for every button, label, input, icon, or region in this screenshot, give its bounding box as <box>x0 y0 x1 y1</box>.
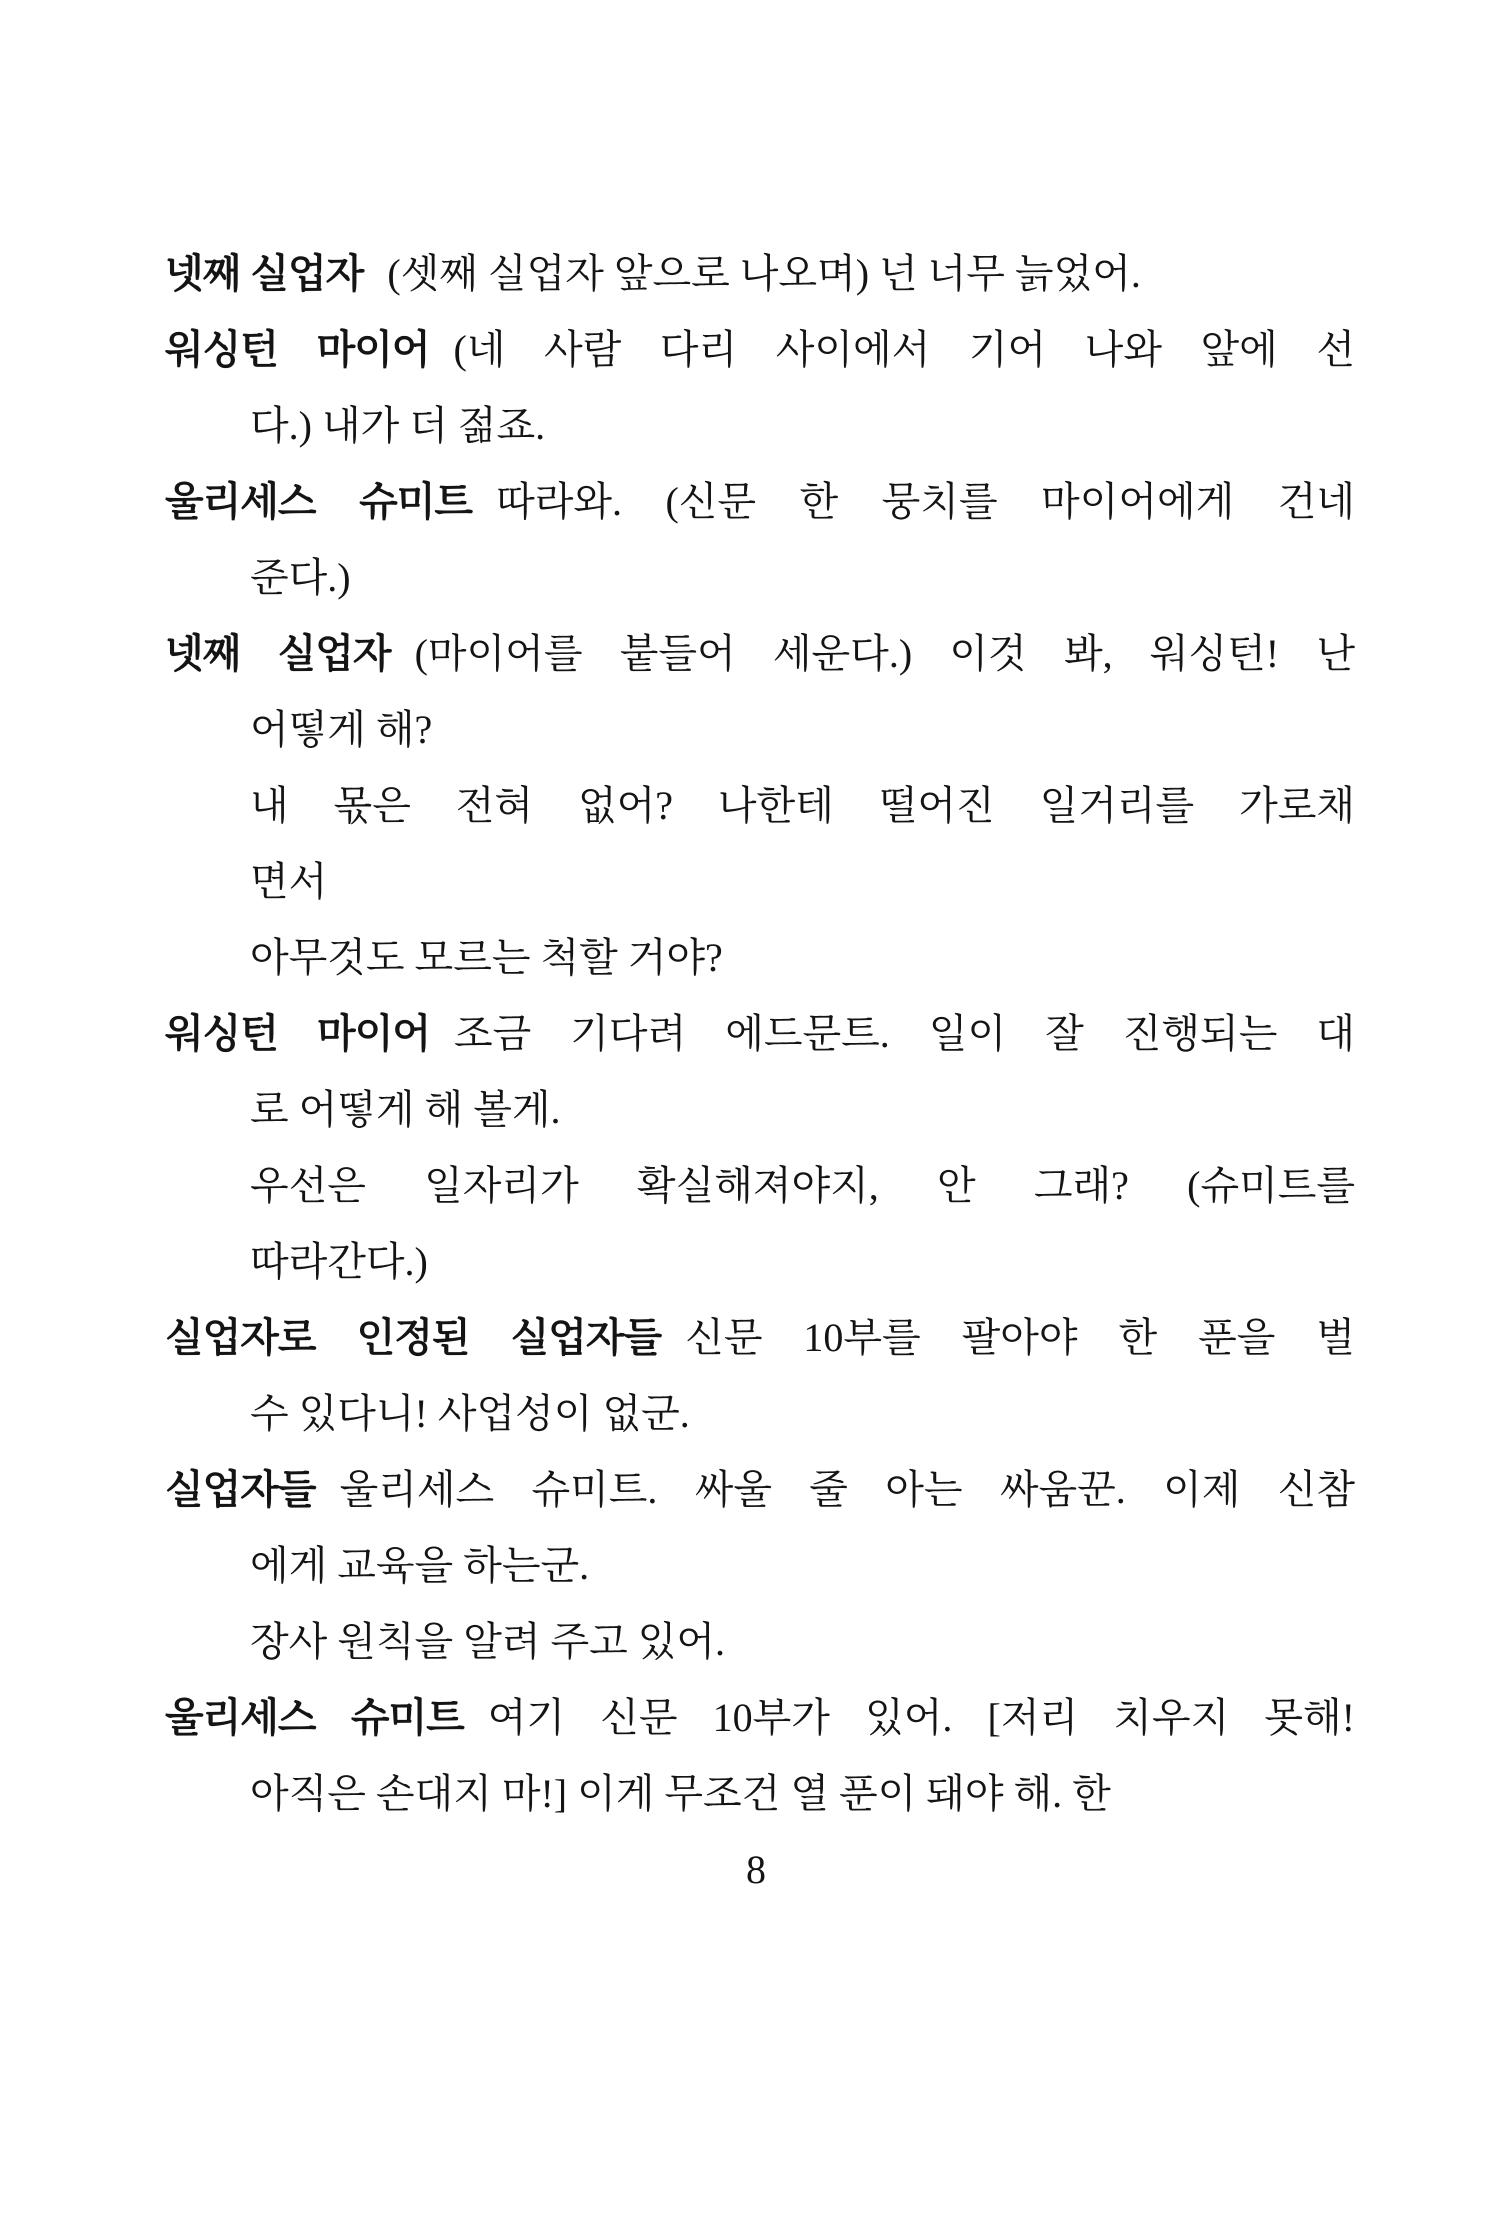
script-line <box>165 312 1355 388</box>
speaker-name: 워싱턴 마이어 <box>165 328 430 372</box>
dialogue-text: 면서 <box>250 859 328 904</box>
dialogue-text: 따라와. (신문 한 뭉치를 마이어에게 건네 <box>496 479 1356 524</box>
script-line <box>165 464 1355 540</box>
script-line <box>165 692 1355 768</box>
script-line <box>165 1376 1355 1452</box>
dialogue-text: (네 사람 다리 사이에서 기어 나와 앞에 선 <box>453 327 1355 372</box>
speaker-name: 실업자로 인정된 실업자들 <box>165 1316 662 1360</box>
dialogue-text: 다.) 내가 더 젊죠. <box>250 403 546 448</box>
speaker-name: 넷째 실업자 <box>165 632 391 676</box>
dialogue-text: 수 있다니! 사업성이 없군. <box>250 1391 690 1436</box>
dialogue-text: 우선은 일자리가 확실해져야지, 안 그래? (슈미트를 <box>250 1163 1355 1208</box>
script-line <box>165 1528 1355 1604</box>
dialogue-text: 준다.) <box>250 555 351 600</box>
script-line <box>165 388 1355 464</box>
script-line <box>165 1452 1355 1528</box>
script-line <box>165 1224 1355 1300</box>
script-line <box>165 1300 1355 1376</box>
script-line <box>165 616 1355 692</box>
dialogue-text: 여기 신문 10부가 있어. [저리 치우지 못해! <box>487 1695 1355 1740</box>
dialogue-text: (셋째 실업자 앞으로 나오며) 넌 너무 늙었어. <box>387 251 1141 296</box>
dialogue-text: 장사 원칙을 알려 주고 있어. <box>250 1619 726 1664</box>
dialogue-text: 어떻게 해? <box>250 707 433 752</box>
dialogue-text: 내 몫은 전혀 없어? 나한테 떨어진 일거리를 가로채 <box>250 783 1355 828</box>
speaker-name: 울리세스 슈미트 <box>165 1696 464 1740</box>
dialogue-text: 따라간다.) <box>250 1239 428 1284</box>
speaker-name: 울리세스 슈미트 <box>165 480 473 524</box>
dialogue-text: (마이어를 붙들어 세운다.) 이것 봐, 워싱턴! 난 <box>414 631 1355 676</box>
script-line <box>165 1604 1355 1680</box>
speaker-name: 넷째 실업자 <box>165 252 364 296</box>
script-line <box>165 996 1355 1072</box>
script-line <box>165 1072 1355 1148</box>
script-line <box>165 768 1355 844</box>
script-line <box>165 1148 1355 1224</box>
script-body <box>165 236 1355 1832</box>
page-number: 8 <box>746 1847 766 1892</box>
script-line <box>165 236 1355 312</box>
dialogue-text: 울리세스 슈미트. 싸울 줄 아는 싸움꾼. 이제 신참 <box>339 1467 1355 1512</box>
script-line <box>165 540 1355 616</box>
script-line <box>165 1756 1355 1832</box>
speaker-name: 워싱턴 마이어 <box>165 1012 430 1056</box>
dialogue-text: 신문 10부를 팔아야 한 푼을 벌 <box>685 1315 1355 1360</box>
dialogue-text: 아직은 손대지 마!] 이게 무조건 열 푼이 돼야 해. 한 <box>250 1771 1111 1816</box>
script-line <box>165 844 1355 920</box>
script-line <box>165 920 1355 996</box>
speaker-name: 실업자들 <box>165 1468 316 1512</box>
dialogue-text: 에게 교육을 하는군. <box>250 1543 590 1588</box>
dialogue-text: 조금 기다려 에드문트. 일이 잘 진행되는 대 <box>453 1011 1355 1056</box>
dialogue-text: 로 어떻게 해 볼게. <box>250 1087 561 1132</box>
script-line <box>165 1680 1355 1756</box>
dialogue-text: 아무것도 모르는 척할 거야? <box>250 935 723 980</box>
